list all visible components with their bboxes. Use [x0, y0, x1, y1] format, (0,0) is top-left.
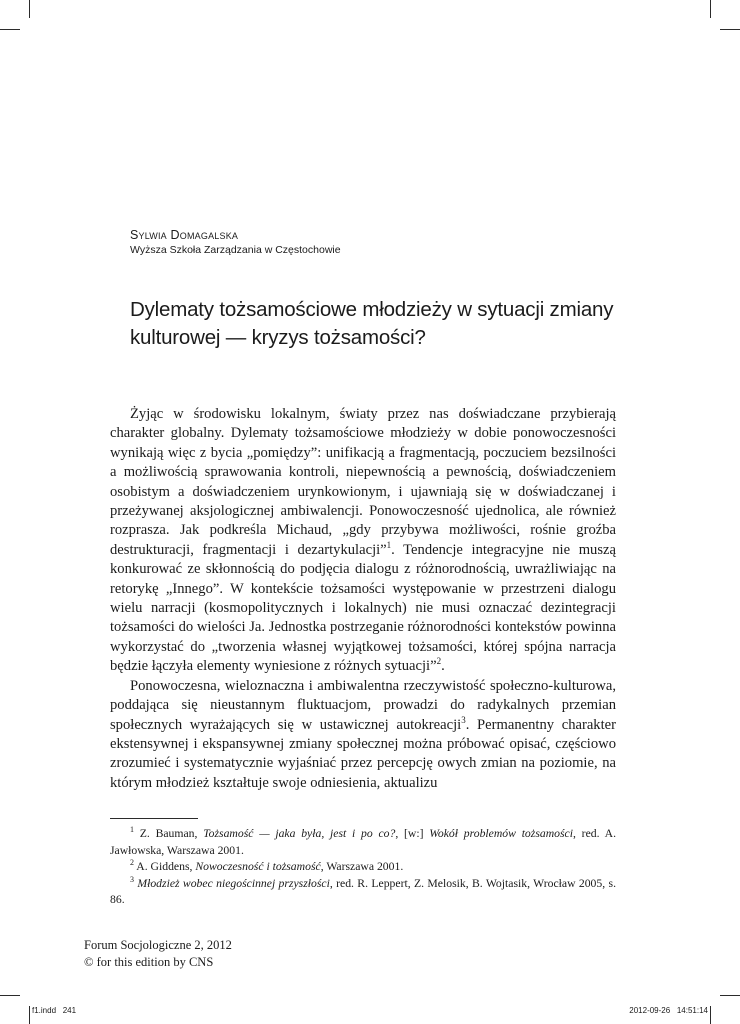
- paragraph-1: [110, 405, 616, 677]
- footnote-ref-1: 1: [386, 539, 392, 550]
- crop-mark-top-right: [710, 0, 711, 18]
- paragraph-2-text-a: Ponowoczesna, wieloznaczna i ambiwalentna rzeczywistość społeczno-kulturowa, poddająca się nieustannym fluktuacjom, prowadzi do radykalnych przemian społecznych wyrażających się w ustawicznej autokreacji: [110, 677, 616, 733]
- crop-mark-bottom-left: [29, 1006, 30, 1024]
- footnote-3-number: 3: [130, 874, 134, 884]
- footnote-1-work-title: Tożsamość — jaka była, jest i po co?: [203, 827, 396, 840]
- journal-info: [84, 937, 232, 971]
- author-name: Sylwia Domagalska: [130, 228, 239, 242]
- crop-mark-bottom-right-horizontal: [720, 995, 740, 996]
- footnote-2: [110, 859, 616, 876]
- footnote-1: [110, 826, 616, 859]
- footnote-1-author: Z. Bauman,: [134, 827, 204, 840]
- article-body: [110, 405, 616, 793]
- paragraph-1-text-a: Żyjąc w środowisku lokalnym, światy przez nas doświadczane przybierają charakter globalny. Dylematy tożsamościowe młodzieży w dobie ponowoczesności wynikają więc z bycia „pomiędzy”: unifikacją a fragmentacją, poczuciem bezsilności a możliwością sprawowania kontroli, niepewnością a pewnością, doświadczeniem osobistym a doświadczeniem urynkowionym, i ujawniają się w doświadczanej i przeżywanej aksjologicznej ambiwalencji. Ponowoczesność ujednolica, ale również rozprasza. Jak podkreśla Michaud, „gdy przybywa możliwości, rośnie groźba destrukturacji, fragmentacji i dezartykulacji”: [110, 406, 616, 558]
- crop-mark-top-right-horizontal: [720, 29, 740, 30]
- journal-copyright: © for this edition by CNS: [84, 955, 214, 969]
- footnote-ref-2: 2: [436, 656, 442, 667]
- footnote-1-in: , [w:]: [395, 827, 430, 840]
- paragraph-2: [110, 677, 616, 793]
- crop-mark-bottom-left-horizontal: [0, 995, 20, 996]
- author-affiliation: Wyższa Szkoła Zarządzania w Częstochowie: [130, 244, 341, 256]
- footnote-1-number: 1: [130, 825, 134, 835]
- footnote-3-work-title: Młodzież wobec niegościnnej przyszłości: [137, 876, 330, 890]
- footnote-separator: [110, 818, 198, 819]
- footnote-2-details: , Warszawa 2001.: [320, 860, 404, 873]
- crop-mark-top-left-horizontal: [0, 29, 20, 30]
- footnote-2-number: 2: [130, 858, 134, 868]
- article-title: Dylematy tożsamościowe młodzieży w sytuacji zmiany kulturowej — kryzys tożsamości?: [130, 298, 614, 349]
- crop-mark-top-left: [29, 0, 30, 18]
- footnote-3-details: , red. R. Leppert, Z. Melosik, B. Wojtasik, Wrocław 2005, s. 86.: [110, 876, 616, 906]
- paragraph-2-text-b: . Permanentny charakter ekstensywnej i ekspansywnej zmiany społecznej można próbować opisać, częściowo zrozumieć i systematycznie wyjaśniać przez percepcję owych zmian na poziomie, na którym młodzież kształtuje swoje odniesienia, aktualizu: [110, 716, 616, 791]
- footnotes: [110, 826, 616, 909]
- footnote-3: [110, 876, 616, 909]
- slug-file: f1.indd 241: [32, 1006, 77, 1015]
- footnote-1-volume-title: Wokół problemów tożsamości: [429, 827, 573, 840]
- slug-datetime: 2012-09-26 14:51:14: [629, 1006, 708, 1015]
- author-block: [130, 228, 341, 258]
- footnote-ref-3: 3: [461, 714, 466, 725]
- paragraph-1-text-c: .: [441, 658, 445, 675]
- footnote-2-author: A. Giddens,: [134, 860, 196, 873]
- footnote-2-work-title: Nowoczesność i tożsamość: [195, 860, 321, 873]
- paragraph-1-text-b: . Tendencje integracyjne nie muszą konkurować ze skłonnością do podjęcia dialogu z różnorodnością, uwrażliwiając na retorykę „Innego”. W kontekście tożsamości występowanie w przestrzeni dialogu wielu narracji (kosmopolitycznych i lokalnych) nie musi oznaczać dezintegracji tożsamości do wielości Ja. Jednostka postrzeganie różnorodności kontekstów powinna wykorzystać do „tworzenia własnej wyjątkowej tożsamości, której spójna narracja będzie łączyła elementy wyniesione z różnych sytuacji”: [110, 541, 616, 675]
- footnote-1-details: , red. A. Jawłowska, Warszawa 2001.: [110, 827, 616, 857]
- crop-mark-bottom-right: [710, 1006, 711, 1024]
- journal-issue: Forum Socjologiczne 2, 2012: [84, 938, 232, 952]
